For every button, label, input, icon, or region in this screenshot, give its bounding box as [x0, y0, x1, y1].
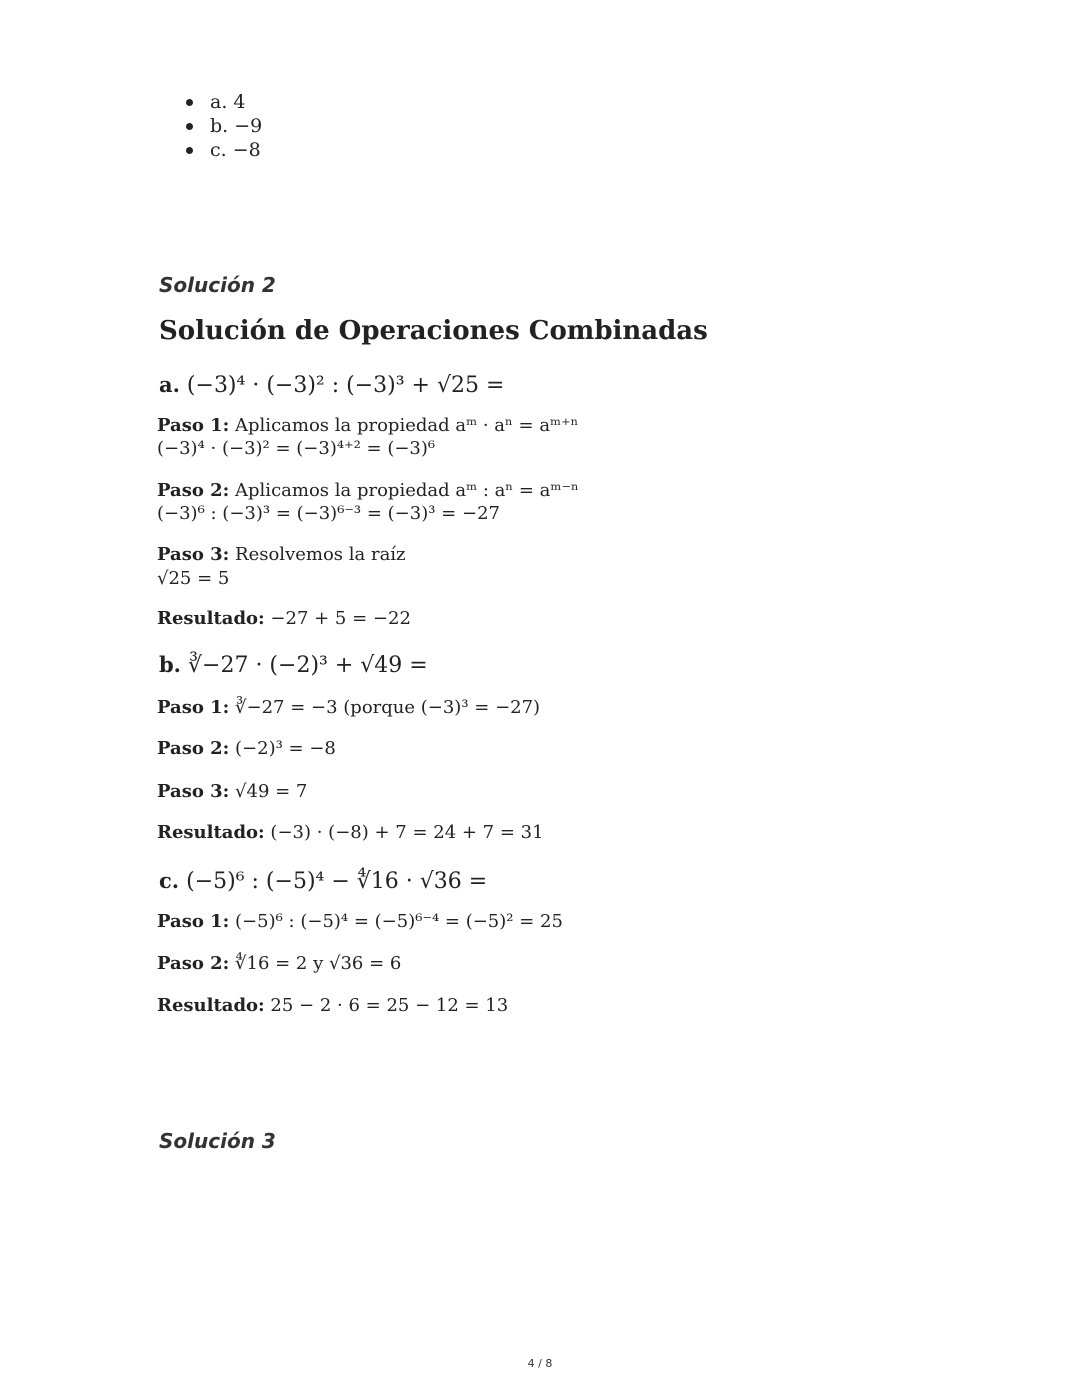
b-step-1 — [157, 697, 540, 718]
bullet-icon — [186, 123, 193, 130]
bullet-icon — [186, 147, 193, 154]
c-result — [157, 995, 508, 1016]
exercise-a-formula: (−3)⁴ · (−3)² : (−3)³ + √25 = — [186, 373, 505, 398]
step-label: Paso 2: — [157, 480, 230, 501]
solution-2-label: Solución 2 — [159, 273, 276, 297]
step-label: Paso 1: — [157, 697, 230, 718]
c-step-2 — [157, 953, 401, 974]
b-result — [157, 822, 544, 843]
a-step-3 — [157, 544, 406, 565]
a-step-1 — [157, 415, 578, 436]
exercise-a-expression — [159, 372, 504, 398]
step-math: (−5)⁶ : (−5)⁴ = (−5)⁶⁻⁴ = (−5)² = 25 — [235, 911, 563, 932]
result-math: −27 + 5 = −22 — [270, 608, 411, 629]
a-result — [157, 608, 411, 629]
result-label: Resultado: — [157, 608, 265, 629]
b-step-2 — [157, 738, 336, 759]
page-number: 4 / 8 — [527, 1357, 553, 1370]
step-math: ∛−27 = −3 (porque (−3)³ = −27) — [235, 697, 541, 718]
exercise-b-formula: ∛−27 · (−2)³ + √49 = — [188, 653, 428, 678]
exercise-b-expression — [159, 652, 428, 678]
option-letter: b. — [210, 115, 229, 137]
result-math: (−3) · (−8) + 7 = 24 + 7 = 31 — [270, 822, 544, 843]
exercise-c-expression — [159, 868, 487, 894]
a-step-2 — [157, 480, 579, 501]
page-title: Solución de Operaciones Combinadas — [159, 316, 708, 346]
list-item — [186, 114, 262, 138]
exercise-b-letter: b. — [159, 652, 181, 677]
step-math: (−2)³ = −8 — [235, 738, 336, 759]
option-letter: a. — [210, 91, 228, 113]
list-item — [186, 138, 262, 162]
result-label: Resultado: — [157, 995, 265, 1016]
step-label: Paso 1: — [157, 415, 230, 436]
answer-options-list — [186, 90, 262, 162]
b-step-3 — [157, 781, 307, 802]
step-label: Paso 2: — [157, 738, 230, 759]
step-math: ∜16 = 2 y √36 = 6 — [235, 953, 402, 974]
a-step-3-math: √25 = 5 — [157, 568, 230, 589]
step-math: √49 = 7 — [235, 781, 308, 802]
exercise-c-letter: c. — [159, 868, 180, 893]
option-value: −8 — [232, 139, 261, 161]
exercise-a-letter: a. — [159, 372, 180, 397]
c-step-1 — [157, 911, 563, 932]
option-letter: c. — [210, 139, 227, 161]
solution-3-label: Solución 3 — [159, 1129, 276, 1153]
a-step-1-math: (−3)⁴ · (−3)² = (−3)⁴⁺² = (−3)⁶ — [157, 438, 436, 459]
option-value: 4 — [233, 91, 246, 113]
bullet-icon — [186, 99, 193, 106]
exercise-c-formula: (−5)⁶ : (−5)⁴ − ∜16 · √36 = — [186, 869, 488, 894]
step-text: Aplicamos la propiedad aᵐ : aⁿ = aᵐ⁻ⁿ — [235, 480, 579, 501]
result-label: Resultado: — [157, 822, 265, 843]
step-label: Paso 3: — [157, 544, 230, 565]
result-math: 25 − 2 · 6 = 25 − 12 = 13 — [270, 995, 509, 1016]
a-step-2-math: (−3)⁶ : (−3)³ = (−3)⁶⁻³ = (−3)³ = −27 — [157, 503, 500, 524]
list-item — [186, 90, 262, 114]
option-value: −9 — [234, 115, 263, 137]
step-text: Aplicamos la propiedad aᵐ · aⁿ = aᵐ⁺ⁿ — [235, 415, 579, 436]
step-label: Paso 1: — [157, 911, 230, 932]
step-label: Paso 3: — [157, 781, 230, 802]
step-label: Paso 2: — [157, 953, 230, 974]
step-text: Resolvemos la raíz — [235, 544, 406, 565]
